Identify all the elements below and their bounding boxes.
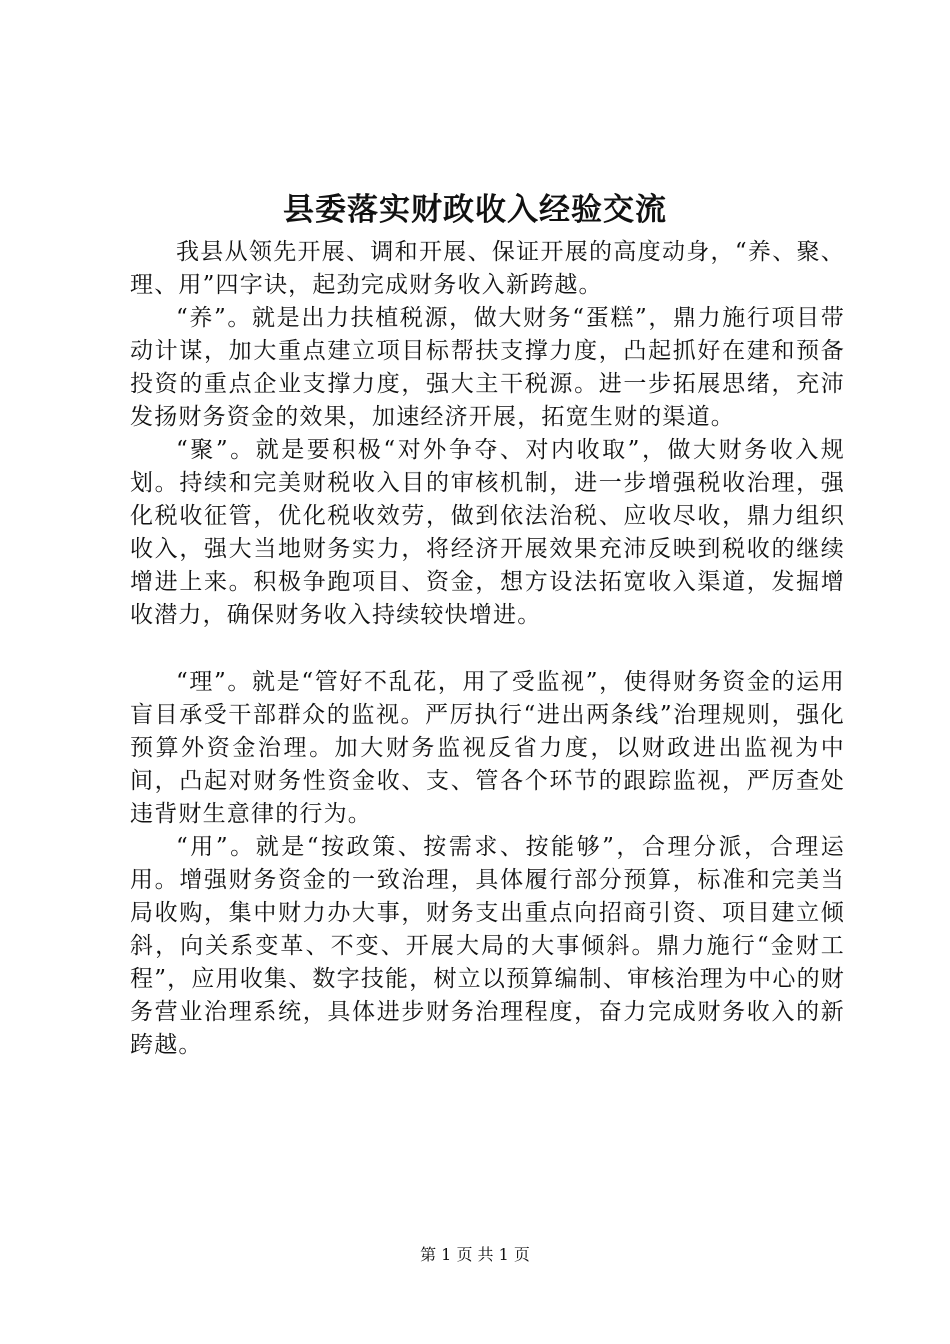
page-number-footer: 第 1 页 共 1 页 [420, 1245, 530, 1264]
paragraph-gap [130, 632, 845, 666]
paragraph-intro: 我县从领先开展、调和开展、保证开展的高度动身，“养、聚、理、用”四字诀，起劲完成财务收入新跨越。 [130, 239, 845, 298]
document-title: 县委落实财政收入经验交流 [283, 192, 667, 228]
paragraph-li: “理”。就是“管好不乱花，用了受监视”，使得财务资金的运用盲目承受干部群众的监视。严厉执行“进出两条线”治理规则，强化预算外资金治理。加大财务监视反省力度，以财政进出监视为中间，凸起对财务性资金收、支、管各个环节的跟踪监视，严厉查处违背财生意律的行为。 [130, 669, 845, 827]
paragraph-ju: “聚”。就是要积极“对外争夺、对内收取”，做大财务收入规划。持续和完美财税收入目的审核机制，进一步增强税收治理，强化税收征管，优化税收效劳，做到依法治税、应收尽收，鼎力组织收入，强大当地财务实力，将经济开展效果充沛反映到税收的继续增进上来。积极争跑项目、资金，想方设法拓宽收入渠道，发掘增收潜力，确保财务收入持续较快增进。 [130, 437, 845, 628]
document-body [130, 236, 845, 1062]
paragraph-yong: “用”。就是“按政策、按需求、按能够”，合理分派，合理运用。增强财务资金的一致治理，具体履行部分预算，标准和完美当局收购，集中财力办大事，财务支出重点向招商引资、项目建立倾斜，向关系变革、不变、开展大局的大事倾斜。鼎力施行“金财工程”，应用收集、数字技能，树立以预算编制、审核治理为中心的财务营业治理系统，具体进步财务治理程度，奋力完成财务收入的新跨越。 [130, 834, 845, 1058]
paragraph-yang: “养”。就是出力扶植税源，做大财务“蛋糕”，鼎力施行项目带动计谋，加大重点建立项目标帮扶支撑力度，凸起抓好在建和预备投资的重点企业支撑力度，强大主干税源。进一步拓展思绪，充沛发扬财务资金的效果，加速经济开展，拓宽生财的渠道。 [130, 305, 845, 430]
